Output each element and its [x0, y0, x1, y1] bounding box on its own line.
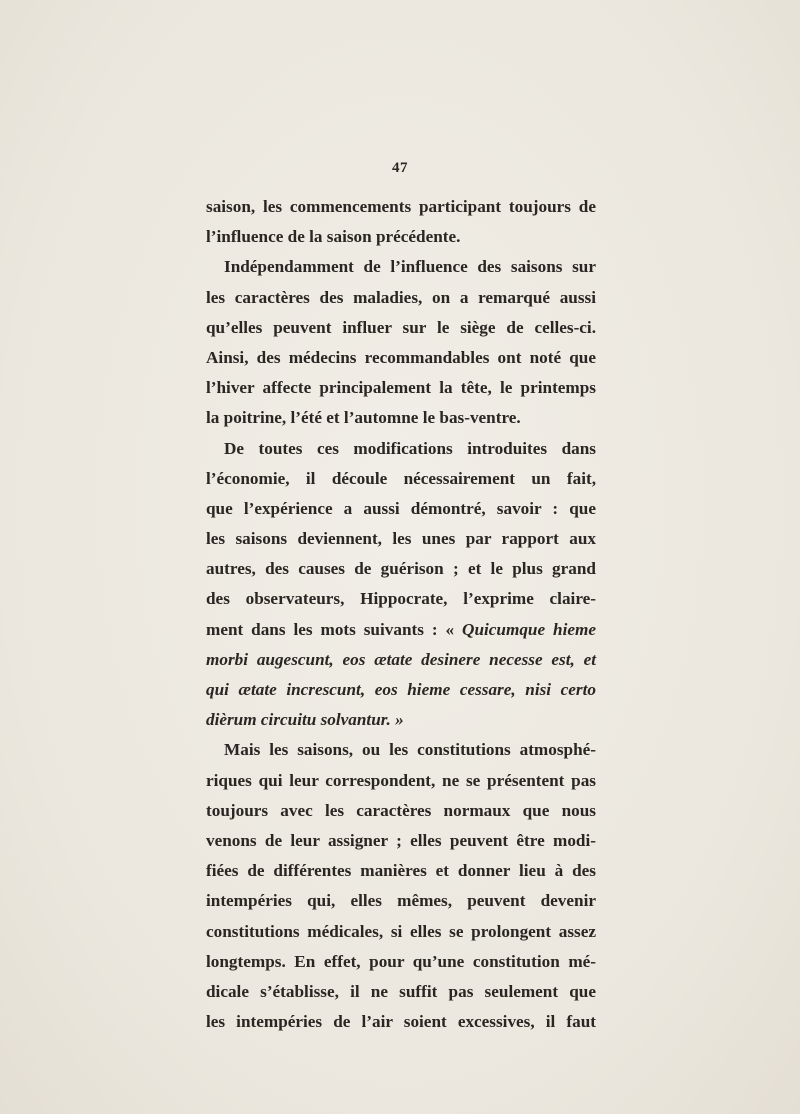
- text-line: dicale s’établisse, il ne suffit pas seulement que: [206, 981, 596, 1001]
- text-line: dièrum circuitu solvantur. »: [206, 710, 404, 730]
- text-line: morbi augescunt, eos ætate desinere necesse est, et: [206, 649, 596, 669]
- page-number: 47: [392, 160, 408, 176]
- text-line: intempéries qui, elles mêmes, peuvent devenir: [206, 891, 596, 911]
- text-line: l’économie, il découle nécessairement un fait,: [206, 468, 596, 488]
- text-line: autres, des causes de guérison ; et le plus grand: [206, 559, 596, 579]
- text-line: longtemps. En effet, pour qu’une constitution mé-: [206, 951, 596, 971]
- text-line: riques qui leur correspondent, ne se présentent pas: [206, 770, 596, 790]
- text-line: venons de leur assigner ; elles peuvent être modi-: [206, 830, 596, 850]
- text-line: l’influence de la saison précédente.: [206, 227, 461, 247]
- text-line: des observateurs, Hippocrate, l’exprime claire-: [206, 589, 596, 609]
- text-line: les intempéries de l’air soient excessives, il faut: [206, 1012, 596, 1032]
- text-line: ment dans les mots suivants : « Quicumque hieme: [206, 619, 597, 639]
- text-line: fiées de différentes manières et donner lieu à des: [206, 861, 596, 881]
- text-line: saison, les commencements participant toujours de: [206, 197, 596, 216]
- text-line: De toutes ces modifications introduites dans: [224, 438, 596, 458]
- text-line: toujours avec les caractères normaux que nous: [206, 800, 596, 820]
- text-line: qui ætate increscunt, eos hieme cessare, nisi certo: [206, 680, 596, 699]
- text-line: que l’expérience a aussi démontré, savoir : que: [206, 498, 596, 518]
- text-line: Indépendamment de l’influence des saisons sur: [224, 257, 596, 277]
- body-text: [206, 192, 596, 1037]
- text-line: Mais les saisons, ou les constitutions atmosphé-: [224, 740, 596, 760]
- text-line: Ainsi, des médecins recommandables ont noté que: [206, 347, 596, 367]
- text-line: qu’elles peuvent influer sur le siège de celles-ci.: [206, 317, 596, 337]
- text-line: les caractères des maladies, on a remarqué aussi: [206, 287, 596, 307]
- text-line: les saisons deviennent, les unes par rapport aux: [206, 529, 596, 549]
- text-line: constitutions médicales, si elles se prolongent assez: [206, 921, 596, 941]
- text-line: la poitrine, l’été et l’automne le bas-ventre.: [206, 408, 521, 428]
- text-line: l’hiver affecte principalement la tête, le printemps: [206, 378, 596, 398]
